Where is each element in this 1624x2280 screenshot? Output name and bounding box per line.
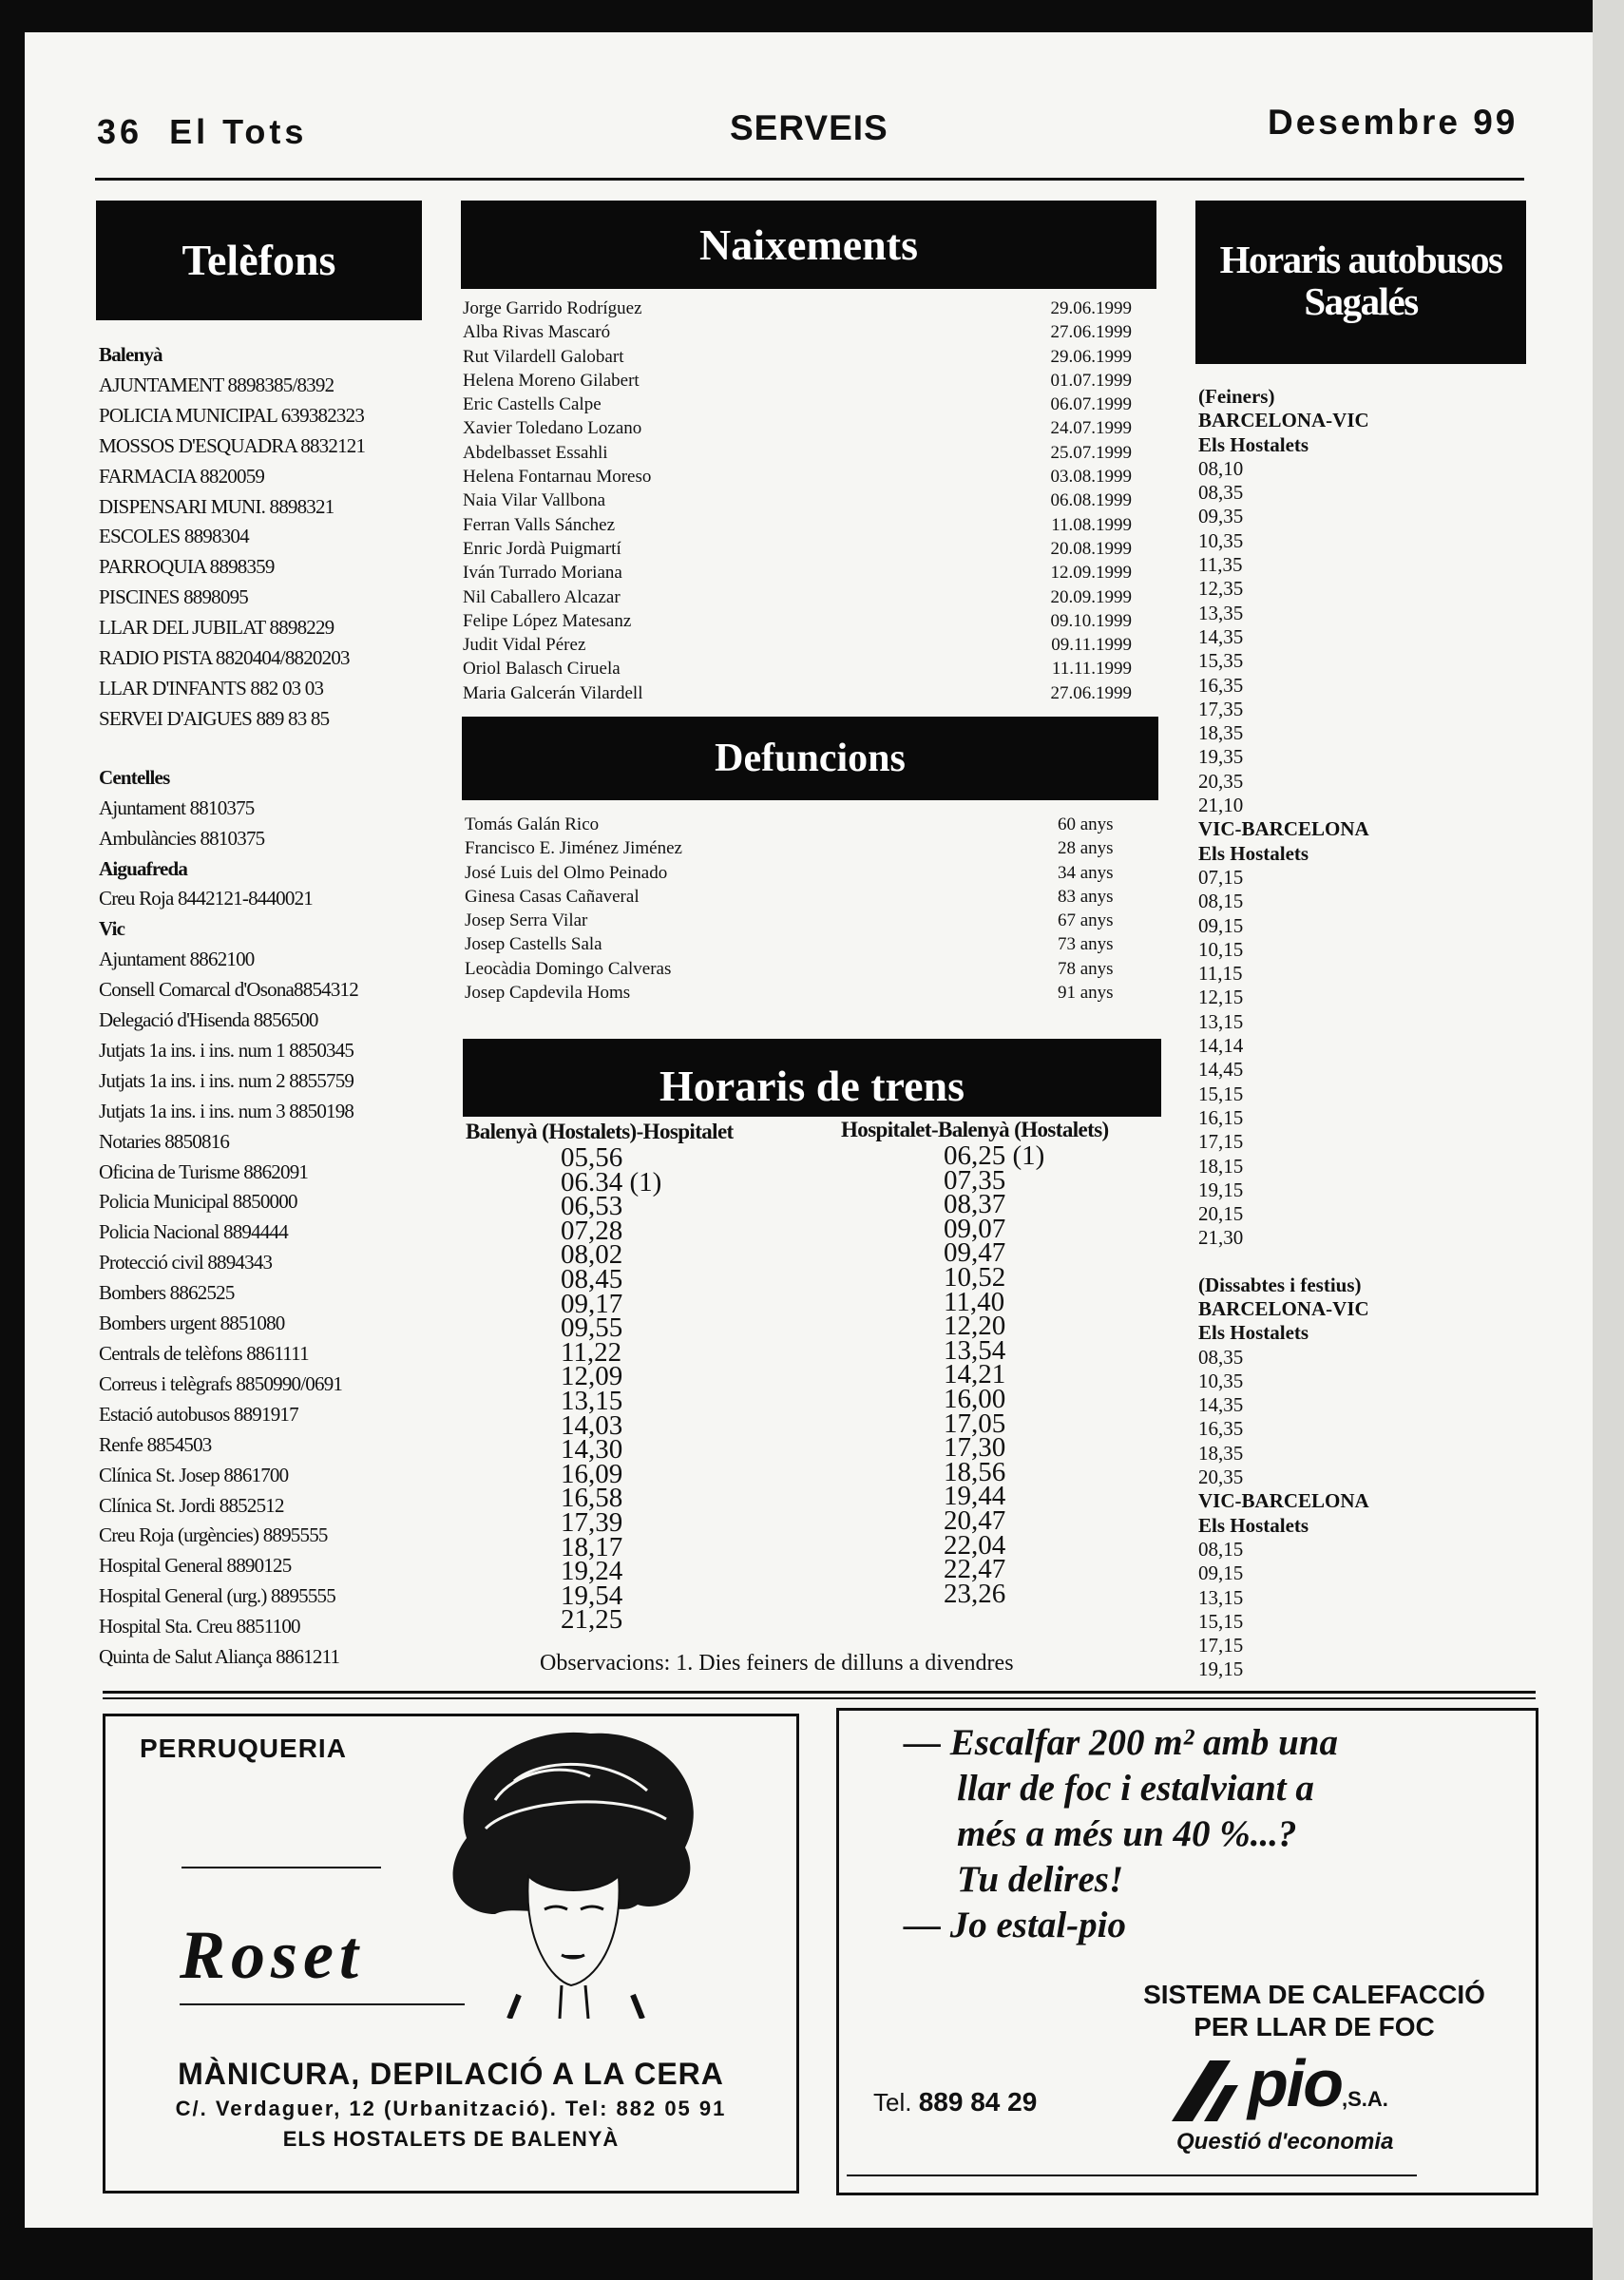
bus-time: 08,15 xyxy=(1198,890,1244,913)
telefons-entry: Clínica St. Jordi 8852512 xyxy=(99,1493,284,1517)
train-time: 08,37 xyxy=(944,1189,1006,1220)
train-time: 12,09 xyxy=(561,1361,623,1392)
bus-time: 08,10 xyxy=(1198,456,1244,480)
telefons-town: Centelles xyxy=(99,765,170,789)
train-time: 17,05 xyxy=(944,1408,1006,1439)
train-time: 06.34 (1) xyxy=(561,1166,662,1197)
birth-date: 25.07.1999 xyxy=(1050,442,1132,463)
telefons-entry: RADIO PISTA 8820404/8820203 xyxy=(99,646,350,670)
birth-name: Jorge Garrido Rodríguez xyxy=(463,298,642,318)
pio-copy xyxy=(904,1720,1338,1948)
ads-rule-top xyxy=(103,1691,1536,1694)
bus-label: VIC-BARCELONA xyxy=(1198,817,1369,841)
telefons-entry: SERVEI D'AIGUES 889 83 85 xyxy=(99,706,330,730)
telefons-entry: Ajuntament 8862100 xyxy=(99,948,255,971)
birth-name: Enric Jordà Puigmartí xyxy=(463,538,621,559)
birth-name: Helena Moreno Gilabert xyxy=(463,370,640,391)
bus-time: 08,35 xyxy=(1198,481,1244,505)
telefons-entry: LLAR D'INFANTS 882 03 03 xyxy=(99,676,324,699)
train-time: 17,39 xyxy=(561,1506,623,1538)
birth-row xyxy=(463,657,1132,680)
birth-date: 03.08.1999 xyxy=(1050,467,1132,488)
trens-col2-header: Hospitalet-Balenyà (Hostalets) xyxy=(841,1118,1109,1141)
bus-time: 14,14 xyxy=(1198,1034,1244,1058)
pio-line-5: — Jo estal-pio xyxy=(904,1905,1126,1945)
death-age: 60 anys xyxy=(1058,814,1114,834)
death-row xyxy=(465,932,1134,956)
train-time: 07,35 xyxy=(944,1164,1006,1196)
issue-date: Desembre 99 xyxy=(1268,103,1519,142)
pio-logo xyxy=(1172,2045,1388,2121)
publication-name: El Tots xyxy=(169,112,308,151)
telefons-entry: ESCOLES 8898304 xyxy=(99,525,249,548)
bus-time: 09,15 xyxy=(1198,913,1244,937)
telefons-entry: POLICIA MUNICIPAL 639382323 xyxy=(99,403,365,427)
pio-logo-icon xyxy=(1172,2060,1248,2121)
train-time: 20,47 xyxy=(944,1504,1006,1536)
birth-date: 29.06.1999 xyxy=(1050,346,1132,367)
train-time: 22,04 xyxy=(944,1529,1006,1561)
bus-label: BARCELONA-VIC xyxy=(1198,1296,1369,1320)
pio-line-4: Tu delires! xyxy=(957,1859,1124,1900)
death-name: Leocàdia Domingo Calveras xyxy=(465,958,672,979)
bus-label: (Dissabtes i festius) xyxy=(1198,1273,1362,1296)
train-time: 19,54 xyxy=(561,1580,623,1611)
bus-time: 08,15 xyxy=(1198,1537,1244,1561)
death-name: Tomás Galán Rico xyxy=(465,814,600,834)
trens-col1-header: Balenyà (Hostalets)-Hospitalet xyxy=(466,1120,734,1143)
train-time: 17,30 xyxy=(944,1432,1006,1464)
bus-time: 14,45 xyxy=(1198,1058,1244,1082)
bus-time: 18,35 xyxy=(1198,1441,1244,1465)
bus-label: Els Hostalets xyxy=(1198,1321,1309,1345)
bus-time: 21,10 xyxy=(1198,794,1244,817)
bus-time: 15,15 xyxy=(1198,1082,1244,1105)
bus-time: 20,35 xyxy=(1198,1466,1244,1489)
bus-time: 11,15 xyxy=(1198,962,1243,986)
autobusos-list xyxy=(1198,385,1526,1682)
bus-time: 08,35 xyxy=(1198,1345,1244,1369)
birth-name: Nil Caballero Alcazar xyxy=(463,586,621,607)
train-time: 06,25 (1) xyxy=(944,1140,1045,1171)
pio-tel-number: 889 84 29 xyxy=(918,2087,1038,2117)
death-name: Josep Serra Vilar xyxy=(465,910,588,931)
birth-date: 06.07.1999 xyxy=(1050,394,1132,415)
autobusos-heading xyxy=(1195,201,1526,364)
death-name: Francisco E. Jiménez Jiménez xyxy=(465,838,682,859)
bus-label: VIC-BARCELONA xyxy=(1198,1489,1369,1513)
train-time: 08,45 xyxy=(561,1263,623,1294)
birth-row xyxy=(463,297,1132,320)
birth-date: 20.08.1999 xyxy=(1050,538,1132,559)
telefons-entry: Hospital General (urg.) 8895555 xyxy=(99,1584,335,1608)
birth-date: 11.11.1999 xyxy=(1051,659,1132,680)
telefons-entry: Oficina de Turisme 8862091 xyxy=(99,1159,309,1183)
train-time: 13,15 xyxy=(561,1385,623,1416)
birth-row xyxy=(463,537,1132,561)
bus-time: 20,15 xyxy=(1198,1202,1244,1226)
pio-slogan: Questió d'economia xyxy=(1176,2129,1394,2155)
roset-line-1 xyxy=(182,1867,381,1868)
bus-label: Els Hostalets xyxy=(1198,432,1309,456)
death-name: José Luis del Olmo Peinado xyxy=(465,862,668,883)
pio-system-1: SISTEMA DE CALEFACCIÓ xyxy=(1143,1980,1485,2009)
section-title: SERVEIS xyxy=(730,108,888,147)
birth-name: Iván Turrado Moriana xyxy=(463,563,622,584)
death-row xyxy=(465,813,1134,836)
telefons-entry: PISCINES 8898095 xyxy=(99,585,248,609)
birth-row xyxy=(463,393,1132,416)
telefons-entry: DISPENSARI MUNI. 8898321 xyxy=(99,494,334,518)
birth-date: 01.07.1999 xyxy=(1050,370,1132,391)
train-time: 19,24 xyxy=(561,1556,623,1587)
page-header-left xyxy=(97,112,307,152)
bus-time: 14,35 xyxy=(1198,624,1244,648)
bus-time xyxy=(1198,1251,1526,1274)
telefons-entry: Consell Comarcal d'Osona8854312 xyxy=(99,978,358,1002)
birth-row xyxy=(463,465,1132,489)
pio-logo-suffix: ,S.A. xyxy=(1341,2087,1388,2111)
pio-logo-text: pio xyxy=(1248,2046,1342,2120)
birth-name: Judit Vidal Pérez xyxy=(463,635,586,656)
telefons-entry: Jutjats 1a ins. i ins. num 3 8850198 xyxy=(99,1099,354,1122)
birth-name: Alba Rivas Mascaró xyxy=(463,322,611,343)
train-time: 11,40 xyxy=(944,1286,1005,1317)
naixements-heading: Naixements xyxy=(461,201,1156,289)
telefons-entry: Creu Roja (urgències) 8895555 xyxy=(99,1523,328,1547)
birth-date: 11.08.1999 xyxy=(1051,514,1132,535)
train-time: 16,58 xyxy=(561,1483,623,1514)
telefons-entry: LLAR DEL JUBILAT 8898229 xyxy=(99,616,334,640)
telefons-entry: Centrals de telèfons 8861111 xyxy=(99,1342,309,1365)
train-time: 23,26 xyxy=(944,1578,1006,1609)
bus-label: (Feiners) xyxy=(1198,385,1275,408)
bus-time: 18,15 xyxy=(1198,1154,1244,1178)
telefons-entry: Ambulàncies 8810375 xyxy=(99,826,265,850)
ads-rule-bottom xyxy=(103,1697,1536,1699)
telefons-entry: PARROQUIA 8898359 xyxy=(99,555,275,579)
pio-line-3: més a més un 40 %...? xyxy=(957,1813,1297,1854)
bus-time: 07,15 xyxy=(1198,865,1244,889)
death-row xyxy=(465,909,1134,932)
page-number: 36 xyxy=(97,112,143,151)
bus-time: 09,35 xyxy=(1198,505,1244,528)
telefons-entry: Delegació d'Hisenda 8856500 xyxy=(99,1008,318,1032)
bus-time: 14,35 xyxy=(1198,1393,1244,1417)
train-time: 05,56 xyxy=(561,1142,623,1173)
bus-time: 21,30 xyxy=(1198,1226,1244,1250)
birth-name: Abdelbasset Essahli xyxy=(463,442,608,463)
roset-brand: Roset xyxy=(180,1917,365,1993)
train-time: 16,09 xyxy=(561,1458,623,1489)
birth-row xyxy=(463,489,1132,512)
birth-name: Felipe López Matesanz xyxy=(463,610,632,631)
train-time: 07,28 xyxy=(561,1215,623,1246)
train-time: 22,47 xyxy=(944,1554,1006,1585)
telefons-entry: Jutjats 1a ins. i ins. num 2 8855759 xyxy=(99,1068,354,1092)
telefons-entry: Creu Roja 8442121-8440021 xyxy=(99,887,313,910)
bus-time: 13,35 xyxy=(1198,601,1244,624)
telefons-list xyxy=(99,340,422,1673)
death-name: Ginesa Casas Cañaveral xyxy=(465,886,640,907)
telefons-entry: Policia Municipal 8850000 xyxy=(99,1190,297,1214)
telefons-entry: Jutjats 1a ins. i ins. num 1 8850345 xyxy=(99,1038,354,1062)
roset-title: PERRUQUERIA xyxy=(140,1734,347,1763)
autobusos-title-1: Horaris autobusos xyxy=(1219,238,1502,281)
birth-date: 09.10.1999 xyxy=(1050,610,1132,631)
bus-time: 10,35 xyxy=(1198,1369,1244,1392)
trens-heading: Horaris de trens xyxy=(463,1039,1161,1117)
telefons-entry: Quinta de Salut Aliança 8861211 xyxy=(99,1645,340,1669)
telefons-heading: Telèfons xyxy=(96,201,422,320)
telefons-entry: Bombers urgent 8851080 xyxy=(99,1312,285,1335)
pio-system-2: PER LLAR DE FOC xyxy=(1194,2012,1435,2041)
birth-row xyxy=(463,633,1132,657)
telefons-town: Balenyà xyxy=(99,343,162,366)
bus-time: 12,35 xyxy=(1198,577,1244,601)
bus-label: Els Hostalets xyxy=(1198,841,1309,865)
bus-time: 16,35 xyxy=(1198,1417,1244,1441)
telefons-entry: Notaries 8850816 xyxy=(99,1129,230,1153)
birth-row xyxy=(463,345,1132,369)
pio-bottom-line xyxy=(847,2175,1417,2176)
telefons-entry: Correus i telègrafs 8850990/0691 xyxy=(99,1371,343,1395)
train-time: 09,55 xyxy=(561,1312,623,1344)
bus-time: 12,15 xyxy=(1198,986,1244,1009)
bus-time: 17,35 xyxy=(1198,697,1244,720)
pio-tel-label: Tel. xyxy=(873,2088,912,2117)
roset-line-2 xyxy=(180,2003,465,2005)
birth-date: 20.09.1999 xyxy=(1050,586,1132,607)
birth-row xyxy=(463,513,1132,537)
death-age: 83 anys xyxy=(1058,886,1114,907)
bus-time: 19,35 xyxy=(1198,745,1244,769)
birth-row xyxy=(463,320,1132,344)
birth-date: 12.09.1999 xyxy=(1050,563,1132,584)
bus-time: 17,15 xyxy=(1198,1130,1244,1154)
train-time: 13,54 xyxy=(944,1334,1006,1366)
train-time: 14,03 xyxy=(561,1409,623,1441)
train-time: 06,53 xyxy=(561,1191,623,1222)
bus-label: Els Hostalets xyxy=(1198,1513,1309,1537)
bus-time: 16,35 xyxy=(1198,673,1244,697)
birth-name: Oriol Balasch Ciruela xyxy=(463,659,621,680)
telefons-entry: FARMACIA 8820059 xyxy=(99,464,265,488)
birth-date: 09.11.1999 xyxy=(1051,635,1132,656)
birth-row xyxy=(463,561,1132,584)
telefons-entry: Estació autobusos 8891917 xyxy=(99,1402,298,1426)
train-time: 18,17 xyxy=(561,1531,623,1562)
birth-row xyxy=(463,416,1132,440)
woman-illustration xyxy=(429,1724,714,2019)
telefons-entry: Hospital Sta. Creu 8851100 xyxy=(99,1615,300,1638)
telefons-entry: Clínica St. Josep 8861700 xyxy=(99,1463,289,1486)
train-time: 08,02 xyxy=(561,1239,623,1271)
birth-name: Rut Vilardell Galobart xyxy=(463,346,624,367)
pio-line-1: — Escalfar 200 m² amb una xyxy=(904,1722,1338,1763)
birth-name: Helena Fontarnau Moreso xyxy=(463,467,652,488)
death-row xyxy=(465,885,1134,909)
birth-name: Maria Galcerán Vilardell xyxy=(463,682,643,703)
telefons-entry: AJUNTAMENT 8898385/8392 xyxy=(99,373,334,396)
ad-pio xyxy=(836,1708,1538,2195)
bus-label: BARCELONA-VIC xyxy=(1198,409,1369,432)
bus-time: 10,15 xyxy=(1198,937,1244,961)
death-row xyxy=(465,861,1134,885)
train-time: 16,00 xyxy=(944,1383,1006,1414)
birth-row xyxy=(463,369,1132,393)
birth-date: 27.06.1999 xyxy=(1050,682,1132,703)
defuncions-list xyxy=(465,813,1134,1005)
birth-name: Naia Vilar Vallbona xyxy=(463,490,606,511)
trens-col2-times xyxy=(944,1140,1045,1609)
train-time: 11,22 xyxy=(561,1336,622,1368)
telefons-spacer xyxy=(99,735,422,763)
bus-time: 15,15 xyxy=(1198,1609,1244,1633)
birth-row xyxy=(463,441,1132,465)
telefons-town: Aiguafreda xyxy=(99,856,188,880)
pio-phone xyxy=(873,2087,1037,2117)
death-age: 67 anys xyxy=(1058,910,1114,931)
birth-name: Eric Castells Calpe xyxy=(463,394,602,415)
telefons-town: Vic xyxy=(99,917,125,941)
scan-edge xyxy=(1593,0,1624,2280)
birth-date: 27.06.1999 xyxy=(1050,322,1132,343)
telefons-entry: Renfe 8854503 xyxy=(99,1432,212,1456)
death-age: 28 anys xyxy=(1058,838,1114,859)
ad-roset xyxy=(103,1714,799,2194)
telefons-entry: MOSSOS D'ESQUADRA 8832121 xyxy=(99,433,366,457)
defuncions-heading: Defuncions xyxy=(462,717,1158,800)
bus-time: 09,15 xyxy=(1198,1562,1244,1585)
death-row xyxy=(465,957,1134,981)
trens-col1-times xyxy=(561,1142,662,1636)
autobusos-title-2: Sagalés xyxy=(1304,279,1418,323)
roset-services: MÀNICURA, DEPILACIÓ A LA CERA xyxy=(178,2057,724,2091)
death-age: 78 anys xyxy=(1058,958,1114,979)
death-name: Josep Capdevila Homs xyxy=(465,983,631,1004)
train-time: 09,17 xyxy=(561,1288,623,1319)
header-rule xyxy=(95,178,1524,181)
trens-note: Observacions: 1. Dies feiners de dilluns a divendres xyxy=(540,1651,1014,1676)
death-row xyxy=(465,836,1134,860)
pio-line-2: llar de foc i estalviant a xyxy=(957,1768,1314,1809)
telefons-entry: Policia Nacional 8894444 xyxy=(99,1220,288,1244)
birth-date: 24.07.1999 xyxy=(1050,418,1132,439)
birth-row xyxy=(463,585,1132,609)
telefons-entry: Ajuntament 8810375 xyxy=(99,795,255,819)
train-time: 18,56 xyxy=(944,1456,1006,1487)
bus-time: 20,35 xyxy=(1198,769,1244,793)
train-time: 12,20 xyxy=(944,1311,1006,1342)
pio-system xyxy=(1115,1979,1514,2043)
birth-name: Xavier Toledano Lozano xyxy=(463,418,642,439)
train-time: 14,21 xyxy=(944,1359,1006,1390)
birth-date: 29.06.1999 xyxy=(1050,298,1132,318)
naixements-list xyxy=(463,297,1132,705)
bus-time: 13,15 xyxy=(1198,1585,1244,1609)
roset-town: ELS HOSTALETS DE BALENYÀ xyxy=(282,2127,620,2151)
birth-row xyxy=(463,609,1132,633)
telefons-entry: Protecció civil 8894343 xyxy=(99,1251,273,1274)
train-time: 09,07 xyxy=(944,1213,1006,1244)
train-time: 10,52 xyxy=(944,1261,1006,1293)
roset-address: C/. Verdaguer, 12 (Urbanització). Tel: 882 05 91 xyxy=(175,2097,727,2120)
bus-time: 15,35 xyxy=(1198,649,1244,673)
telefons-entry: Bombers 8862525 xyxy=(99,1281,235,1305)
birth-name: Ferran Valls Sánchez xyxy=(463,514,616,535)
death-row xyxy=(465,981,1134,1005)
bus-time: 10,35 xyxy=(1198,528,1244,552)
bus-time: 16,15 xyxy=(1198,1105,1244,1129)
train-time: 14,30 xyxy=(561,1434,623,1466)
train-time: 19,44 xyxy=(944,1481,1006,1512)
bus-time: 18,35 xyxy=(1198,721,1244,745)
death-age: 73 anys xyxy=(1058,934,1114,955)
train-time: 09,47 xyxy=(944,1237,1006,1269)
birth-row xyxy=(463,681,1132,705)
bus-time: 19,15 xyxy=(1198,1178,1244,1201)
death-name: Josep Castells Sala xyxy=(465,934,602,955)
train-time: 21,25 xyxy=(561,1604,623,1636)
telefons-entry: Hospital General 8890125 xyxy=(99,1554,292,1578)
birth-date: 06.08.1999 xyxy=(1050,490,1132,511)
bus-time: 19,15 xyxy=(1198,1657,1244,1681)
bus-time: 17,15 xyxy=(1198,1634,1244,1657)
death-age: 34 anys xyxy=(1058,862,1114,883)
bus-time: 11,35 xyxy=(1198,553,1243,577)
bus-time: 13,15 xyxy=(1198,1009,1244,1033)
death-age: 91 anys xyxy=(1058,983,1114,1004)
